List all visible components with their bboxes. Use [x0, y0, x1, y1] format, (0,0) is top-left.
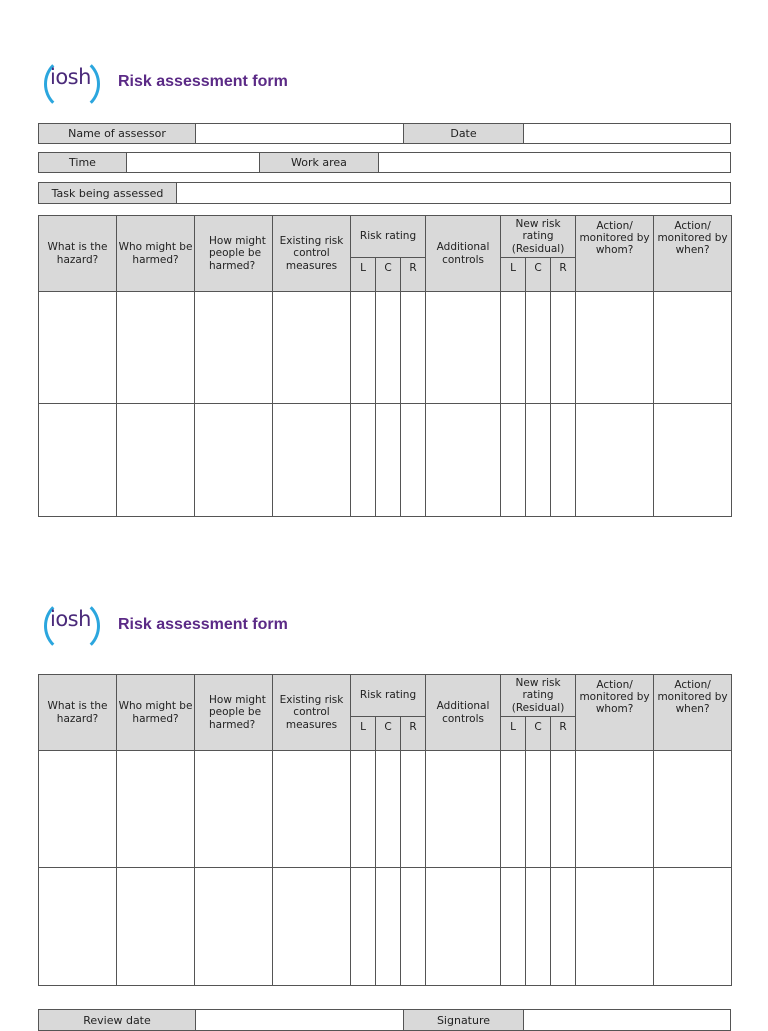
col-new-c: C — [526, 717, 551, 751]
table-cell[interactable] — [501, 404, 526, 517]
form-title: Risk assessment form — [118, 73, 288, 90]
table-cell[interactable] — [351, 751, 376, 868]
col-additional: Additional controls — [426, 216, 501, 292]
iosh-logo: iosh — [44, 598, 104, 654]
date-field[interactable] — [524, 124, 730, 143]
col-r: R — [401, 717, 426, 751]
task-field[interactable] — [177, 183, 730, 203]
col-action-whom: Action/ monitored by whom? — [576, 216, 654, 292]
col-hazard: What is the hazard? — [39, 675, 117, 751]
table-cell[interactable] — [426, 868, 501, 986]
table-cell[interactable] — [195, 868, 273, 986]
table-cell[interactable] — [551, 868, 576, 986]
table-cell[interactable] — [351, 868, 376, 986]
table-cell[interactable] — [576, 751, 654, 868]
table-cell[interactable] — [117, 404, 195, 517]
col-action-when: Action/ monitored by when? — [654, 216, 732, 292]
table-cell[interactable] — [401, 292, 426, 404]
table-cell[interactable] — [576, 868, 654, 986]
signature-label: Signature — [404, 1010, 524, 1030]
work-area-label: Work area — [260, 153, 379, 172]
table-cell[interactable] — [273, 868, 351, 986]
risk-table-1 — [38, 215, 732, 517]
col-risk-rating: Risk rating — [351, 216, 426, 258]
table-cell[interactable] — [273, 751, 351, 868]
table-cell[interactable] — [117, 292, 195, 404]
col-c: C — [376, 717, 401, 751]
table-cell[interactable] — [401, 751, 426, 868]
table-cell[interactable] — [501, 292, 526, 404]
col-new-l: L — [501, 258, 526, 292]
table-cell[interactable] — [401, 868, 426, 986]
table-cell[interactable] — [526, 292, 551, 404]
col-existing: Existing risk control measures — [273, 675, 351, 751]
table-cell[interactable] — [576, 292, 654, 404]
table-cell[interactable] — [376, 404, 401, 517]
table-cell[interactable] — [426, 404, 501, 517]
table-row — [39, 868, 732, 986]
col-new-r: R — [551, 258, 576, 292]
review-row — [38, 1009, 731, 1031]
table-cell[interactable] — [526, 404, 551, 517]
table-cell[interactable] — [351, 292, 376, 404]
table-cell[interactable] — [526, 868, 551, 986]
table-cell[interactable] — [654, 292, 732, 404]
col-c: C — [376, 258, 401, 292]
table-cell[interactable] — [117, 868, 195, 986]
col-who: Who might be harmed? — [117, 216, 195, 292]
col-new-risk: New risk rating (Residual) — [501, 216, 576, 258]
table-cell[interactable] — [654, 751, 732, 868]
table-cell[interactable] — [195, 751, 273, 868]
work-area-field[interactable] — [379, 153, 730, 172]
table-cell[interactable] — [526, 751, 551, 868]
table-cell[interactable] — [576, 404, 654, 517]
table-row — [39, 292, 732, 404]
assessor-row — [38, 123, 731, 144]
table-cell[interactable] — [376, 292, 401, 404]
table-cell[interactable] — [39, 292, 117, 404]
name-of-assessor-field[interactable] — [196, 124, 404, 143]
table-cell[interactable] — [273, 292, 351, 404]
task-label: Task being assessed — [39, 183, 177, 203]
table-row — [39, 751, 732, 868]
col-action-when: Action/ monitored by when? — [654, 675, 732, 751]
review-date-label: Review date — [39, 1010, 196, 1030]
col-r: R — [401, 258, 426, 292]
table-cell[interactable] — [551, 292, 576, 404]
table-cell[interactable] — [501, 868, 526, 986]
table-cell[interactable] — [501, 751, 526, 868]
col-new-r: R — [551, 717, 576, 751]
table-cell[interactable] — [39, 404, 117, 517]
col-existing: Existing risk control measures — [273, 216, 351, 292]
form-title: Risk assessment form — [118, 616, 288, 633]
table-cell[interactable] — [654, 868, 732, 986]
table-row — [39, 404, 732, 517]
task-row — [38, 182, 731, 204]
time-row — [38, 152, 731, 173]
col-l: L — [351, 717, 376, 751]
table-cell[interactable] — [426, 292, 501, 404]
date-label: Date — [404, 124, 524, 143]
table-cell[interactable] — [401, 404, 426, 517]
col-new-l: L — [501, 717, 526, 751]
table-cell[interactable] — [376, 868, 401, 986]
col-l: L — [351, 258, 376, 292]
col-new-risk: New risk rating (Residual) — [501, 675, 576, 717]
col-risk-rating: Risk rating — [351, 675, 426, 717]
table-cell[interactable] — [273, 404, 351, 517]
name-of-assessor-label: Name of assessor — [39, 124, 196, 143]
table-cell[interactable] — [376, 751, 401, 868]
col-additional: Additional controls — [426, 675, 501, 751]
table-cell[interactable] — [195, 292, 273, 404]
table-cell[interactable] — [654, 404, 732, 517]
col-action-whom: Action/ monitored by whom? — [576, 675, 654, 751]
signature-field[interactable] — [524, 1010, 730, 1030]
table-cell[interactable] — [426, 751, 501, 868]
risk-table-2 — [38, 674, 732, 986]
col-new-c: C — [526, 258, 551, 292]
table-cell[interactable] — [39, 868, 117, 986]
table-cell[interactable] — [117, 751, 195, 868]
table-cell[interactable] — [351, 404, 376, 517]
review-date-field[interactable] — [196, 1010, 404, 1030]
table-cell[interactable] — [39, 751, 117, 868]
time-field[interactable] — [127, 153, 260, 172]
col-how: How might people be harmed? — [195, 216, 273, 292]
table-cell[interactable] — [551, 751, 576, 868]
table-cell[interactable] — [551, 404, 576, 517]
col-how: How might people be harmed? — [195, 675, 273, 751]
col-hazard: What is the hazard? — [39, 216, 117, 292]
table-cell[interactable] — [195, 404, 273, 517]
col-who: Who might be harmed? — [117, 675, 195, 751]
time-label: Time — [39, 153, 127, 172]
iosh-logo: iosh — [44, 56, 104, 112]
